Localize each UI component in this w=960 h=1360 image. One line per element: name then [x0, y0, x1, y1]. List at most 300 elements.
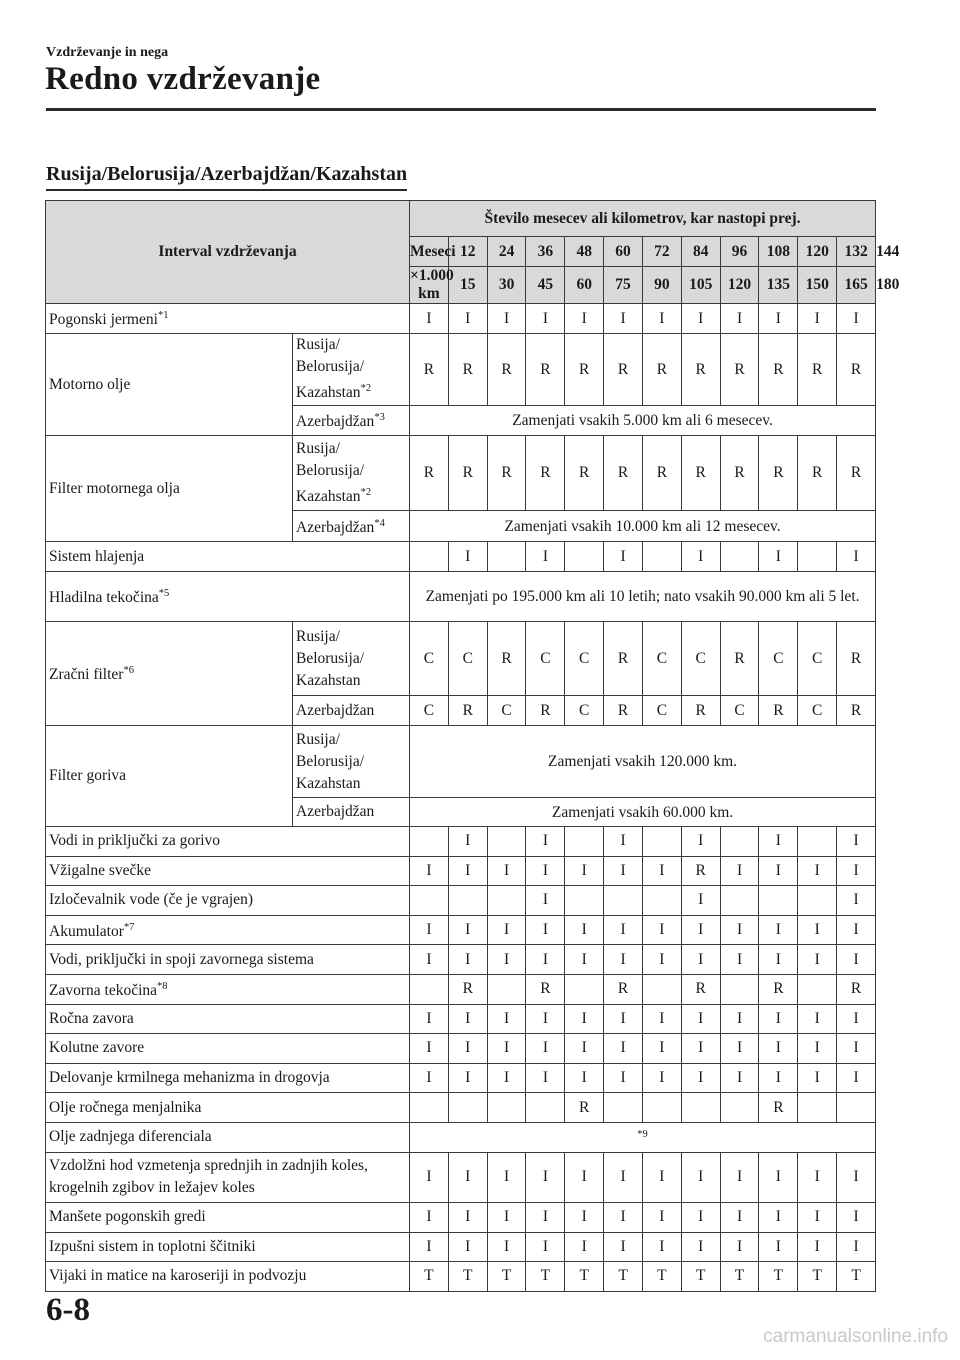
item-name	[46, 572, 410, 622]
value-cell	[681, 1232, 720, 1262]
value-cell	[759, 1202, 798, 1232]
value-cell	[604, 915, 643, 945]
value-cell-text: I	[736, 950, 743, 968]
table-row	[46, 622, 876, 696]
sub-item	[293, 798, 410, 827]
value-cell	[720, 304, 759, 334]
value-cell-text: I	[542, 1069, 548, 1087]
value-cell-text: T	[579, 1267, 589, 1285]
item-name-text: Filter motornega olja	[49, 479, 180, 497]
item-name-text: Vzdolžni hod vzmetenja sprednjih in zadnjih koles, krogelnih zgibov in ležajev koles	[49, 1157, 368, 1197]
value-cell-text: I	[814, 1069, 820, 1087]
value-cell-text: R	[773, 1098, 784, 1116]
value-cell	[448, 945, 487, 975]
table-row	[46, 827, 876, 857]
value-cell-text: T	[695, 1267, 706, 1285]
value-cell	[837, 1093, 876, 1123]
item-name-text: Sistem hlajenja	[49, 547, 145, 565]
header-km-label-text: ×1.000 km	[410, 267, 454, 302]
header-month-text: 60	[615, 242, 631, 260]
value-cell	[487, 696, 526, 726]
value-cell-text: I	[659, 1208, 665, 1226]
item-name-text: Vijaki in matice na karoseriji in podvozju	[49, 1267, 307, 1285]
item-name	[46, 726, 293, 827]
value-cell-text: R	[617, 649, 629, 667]
value-cell	[837, 886, 876, 916]
header-km-text: 90	[654, 276, 670, 293]
table-row	[46, 1262, 876, 1292]
value-cell	[681, 1093, 720, 1123]
value-cell-text: I	[581, 1168, 587, 1186]
value-cell-text: I	[465, 547, 471, 565]
value-cell-text: R	[734, 360, 745, 378]
value-cell-text: I	[853, 1039, 859, 1057]
value-cell-text: I	[620, 1168, 626, 1186]
item-name-text: Vžigalne svečke	[49, 861, 151, 879]
table-row	[46, 1152, 876, 1202]
value-cell	[604, 304, 643, 334]
value-cell-text: I	[853, 309, 859, 327]
value-cell	[798, 542, 837, 572]
value-cell	[837, 915, 876, 945]
value-cell	[642, 856, 681, 886]
merged-value	[410, 726, 876, 798]
value-cell	[759, 915, 798, 945]
value-cell	[837, 436, 876, 511]
page-title: Redno vzdrževanje	[45, 61, 321, 97]
table-row	[46, 915, 876, 945]
value-cell-text: I	[542, 547, 548, 565]
sub-item	[293, 696, 410, 726]
value-cell	[487, 1232, 526, 1262]
sub-item-text: Rusija/ Belorusija/ Kazahstan	[296, 336, 365, 402]
item-name	[46, 945, 410, 975]
value-cell-text: I	[736, 861, 743, 879]
value-cell	[604, 622, 643, 696]
value-cell-text: I	[581, 1069, 587, 1087]
value-cell-text: I	[853, 891, 859, 909]
value-cell-text: I	[775, 861, 781, 879]
value-cell	[410, 304, 449, 334]
value-cell-text: I	[620, 1237, 626, 1255]
header-number-label-text: Število mesecev ali kilometrov, kar nastopi prej.	[484, 209, 801, 227]
value-cell	[759, 696, 798, 726]
value-cell-text: I	[581, 950, 587, 968]
value-cell-text: I	[426, 309, 432, 327]
value-cell-text: I	[465, 1168, 471, 1186]
value-cell-text: C	[423, 649, 435, 667]
value-cell	[837, 1262, 876, 1292]
value-cell-text: T	[773, 1267, 784, 1285]
header-km	[720, 267, 759, 304]
header-month-text: 12	[459, 242, 476, 260]
item-name-text: Izpušni sistem in toplotni ščitniki	[49, 1237, 256, 1255]
value-cell	[565, 856, 604, 886]
value-cell-text: I	[775, 547, 781, 565]
page-number: 6-8	[46, 1292, 90, 1328]
value-cell	[410, 1262, 449, 1292]
value-cell-text: R	[423, 464, 435, 481]
value-cell	[526, 1202, 565, 1232]
value-cell	[487, 1202, 526, 1232]
value-cell	[798, 1232, 837, 1262]
sub-item-text: Azerbajdžan	[296, 701, 375, 719]
sub-item-text: Azerbajdžan	[296, 413, 375, 431]
header-km-text: 180	[876, 276, 900, 293]
value-cell-text: I	[814, 1237, 820, 1255]
value-cell	[604, 1202, 643, 1232]
value-cell	[759, 1004, 798, 1034]
value-cell	[759, 1232, 798, 1262]
table-row	[46, 945, 876, 975]
value-cell-text: R	[501, 360, 512, 378]
value-cell	[720, 1262, 759, 1292]
value-cell	[565, 974, 604, 1004]
value-cell-text: T	[424, 1267, 434, 1285]
value-cell-text: R	[734, 464, 745, 481]
value-cell-text: I	[698, 921, 704, 939]
value-cell	[487, 827, 526, 857]
value-cell-text: I	[659, 1009, 665, 1027]
value-cell	[642, 542, 681, 572]
value-cell	[681, 334, 720, 406]
value-cell	[410, 436, 449, 511]
item-name-text: Ročna zavora	[49, 1009, 134, 1027]
table-row	[46, 856, 876, 886]
value-cell	[410, 334, 449, 406]
header-month	[565, 237, 604, 267]
value-cell-text: I	[698, 891, 704, 909]
header-km-text: 120	[727, 276, 752, 293]
value-cell	[526, 436, 565, 511]
value-cell	[759, 827, 798, 857]
value-cell	[565, 1004, 604, 1034]
table-row	[46, 542, 876, 572]
value-cell	[487, 945, 526, 975]
value-cell	[798, 1152, 837, 1202]
value-cell	[642, 1202, 681, 1232]
merged-value	[410, 1122, 876, 1152]
value-cell-text: R	[462, 464, 473, 481]
value-cell-text: C	[501, 701, 512, 719]
value-cell-text: I	[581, 1009, 587, 1027]
value-cell-text: I	[814, 1168, 820, 1186]
value-cell	[798, 1093, 837, 1123]
value-cell	[798, 304, 837, 334]
footnote-ref: *5	[158, 588, 170, 600]
item-name-text: Filter goriva	[49, 767, 127, 784]
item-name	[46, 1004, 410, 1034]
value-cell	[604, 856, 643, 886]
value-cell	[487, 622, 526, 696]
header-km-text: 45	[537, 276, 554, 293]
value-cell	[720, 974, 759, 1004]
value-cell	[448, 1004, 487, 1034]
value-cell	[448, 856, 487, 886]
title-rule	[46, 108, 876, 111]
value-cell-text: I	[581, 861, 587, 879]
value-cell	[642, 915, 681, 945]
value-cell	[681, 1063, 720, 1093]
value-cell	[642, 436, 681, 511]
value-cell-text: I	[853, 1069, 859, 1087]
header-km-text: 60	[576, 276, 592, 293]
value-cell	[604, 542, 643, 572]
value-cell-text: R	[850, 701, 862, 719]
item-name	[46, 622, 293, 726]
value-cell	[837, 1202, 876, 1232]
value-cell-text: T	[618, 1267, 628, 1285]
sub-item-text: Azerbajdžan	[296, 803, 375, 820]
value-cell	[487, 436, 526, 511]
value-cell	[410, 1152, 449, 1202]
value-cell	[487, 304, 526, 334]
value-cell	[448, 974, 487, 1004]
value-cell-text: R	[501, 649, 512, 667]
value-cell	[720, 915, 759, 945]
value-cell	[410, 696, 449, 726]
footnote-ref: *8	[157, 981, 168, 993]
value-cell-text: I	[620, 1208, 626, 1226]
value-cell	[837, 827, 876, 857]
value-cell	[798, 886, 837, 916]
value-cell-text: R	[812, 360, 823, 378]
value-cell	[681, 1004, 720, 1034]
value-cell-text: I	[542, 832, 548, 850]
value-cell	[410, 1034, 449, 1064]
table-row	[46, 1063, 876, 1093]
value-cell	[681, 945, 720, 975]
value-cell	[642, 304, 681, 334]
item-name	[46, 1262, 410, 1292]
header-month	[681, 237, 720, 267]
value-cell-text: I	[465, 921, 471, 939]
header-month-text: 144	[876, 242, 900, 260]
value-cell	[720, 856, 759, 886]
value-cell-text: I	[853, 950, 859, 968]
value-cell	[410, 856, 449, 886]
header-km	[759, 267, 798, 304]
value-cell	[565, 915, 604, 945]
item-name	[46, 1093, 410, 1123]
value-cell	[837, 622, 876, 696]
value-cell	[487, 1034, 526, 1064]
value-cell	[410, 1202, 449, 1232]
value-cell	[565, 945, 604, 975]
header-month-text: 36	[537, 242, 554, 260]
value-cell	[642, 622, 681, 696]
value-cell-text: R	[695, 980, 706, 998]
value-cell-text: T	[540, 1267, 551, 1285]
value-cell-text: I	[775, 921, 781, 939]
table-row	[46, 1202, 876, 1232]
value-cell	[448, 304, 487, 334]
value-cell-text: I	[620, 861, 626, 879]
value-cell-text: R	[773, 701, 784, 719]
value-cell	[681, 1202, 720, 1232]
value-cell	[526, 1152, 565, 1202]
value-cell-text: I	[736, 921, 743, 939]
value-cell-text: I	[814, 921, 820, 939]
header-month-text: 132	[844, 242, 868, 260]
value-cell-text: I	[698, 309, 704, 327]
value-cell	[410, 915, 449, 945]
value-cell-text: I	[775, 1168, 781, 1186]
value-cell	[604, 945, 643, 975]
value-cell-text: I	[581, 1237, 587, 1255]
value-cell	[798, 915, 837, 945]
merged-value	[410, 798, 876, 827]
value-cell	[720, 886, 759, 916]
value-cell-text: I	[581, 1039, 587, 1057]
value-cell	[759, 304, 798, 334]
item-name	[46, 1063, 410, 1093]
value-cell	[604, 1063, 643, 1093]
value-cell-text: I	[736, 309, 743, 327]
value-cell	[759, 542, 798, 572]
value-cell	[604, 696, 643, 726]
value-cell-text: I	[465, 1208, 471, 1226]
value-cell	[604, 1152, 643, 1202]
table-row	[46, 1232, 876, 1262]
item-name-text: Motorno olje	[49, 375, 131, 393]
item-name	[46, 1202, 410, 1232]
value-cell	[604, 1004, 643, 1034]
value-cell	[448, 1034, 487, 1064]
value-cell-text: I	[503, 1237, 510, 1255]
value-cell	[565, 1063, 604, 1093]
value-cell-text: I	[426, 1237, 432, 1255]
value-cell-text: T	[851, 1267, 861, 1285]
value-cell-text: R	[540, 980, 551, 998]
value-cell-text: I	[775, 1237, 781, 1255]
value-cell	[604, 1232, 643, 1262]
header-km	[565, 267, 604, 304]
value-cell	[759, 436, 798, 511]
value-cell-text: I	[503, 1009, 510, 1027]
value-cell	[604, 436, 643, 511]
item-name-text: Kolutne zavore	[49, 1039, 145, 1057]
item-name	[46, 1034, 410, 1064]
value-cell-text: I	[620, 832, 626, 850]
value-cell	[410, 1004, 449, 1034]
value-cell	[720, 1034, 759, 1064]
value-cell	[604, 1093, 643, 1123]
value-cell-text: I	[542, 1009, 548, 1027]
header-interval-text: Interval vzdrževanja	[158, 243, 297, 260]
merged-value-text: Zamenjati po 195.000 km ali 10 letih; nato vsakih 90.000 km ali 5 let.	[425, 588, 860, 605]
value-cell	[565, 1232, 604, 1262]
value-cell-text: I	[503, 1039, 510, 1057]
value-cell	[565, 1202, 604, 1232]
value-cell	[565, 1152, 604, 1202]
header-km-text: 75	[615, 276, 631, 293]
item-name-text: Pogonski jermeni	[49, 311, 158, 329]
value-cell	[410, 827, 449, 857]
header-month	[837, 237, 876, 267]
value-cell-text: R	[656, 464, 668, 481]
value-cell-text: I	[659, 861, 665, 879]
value-cell	[798, 1063, 837, 1093]
value-cell	[720, 1004, 759, 1034]
value-cell-text: I	[736, 1069, 743, 1087]
value-cell	[448, 1152, 487, 1202]
value-cell	[448, 696, 487, 726]
value-cell-text: I	[581, 1208, 587, 1226]
value-cell	[720, 1232, 759, 1262]
footnote-ref: *9	[637, 1128, 648, 1140]
header-number-label	[410, 201, 876, 237]
value-cell	[604, 334, 643, 406]
header-month-text: 48	[576, 242, 592, 260]
value-cell	[837, 856, 876, 886]
value-cell-text: C	[812, 649, 823, 667]
value-cell	[410, 945, 449, 975]
value-cell	[798, 827, 837, 857]
value-cell	[642, 1152, 681, 1202]
value-cell-text: I	[736, 1009, 743, 1027]
value-cell-text: I	[736, 1039, 743, 1057]
header-month	[759, 237, 798, 267]
value-cell-text: I	[775, 309, 781, 327]
value-cell-text: I	[465, 1237, 471, 1255]
value-cell-text: R	[695, 861, 706, 879]
footnote-ref: *4	[374, 517, 385, 529]
item-name-text: Zračni filter	[49, 666, 124, 684]
value-cell-text: I	[736, 1237, 743, 1255]
value-cell-text: R	[617, 701, 629, 719]
sub-item	[293, 406, 410, 436]
value-cell-text: I	[814, 1009, 820, 1027]
item-name-text: Delovanje krmilnega mehanizma in drogovja	[49, 1069, 330, 1087]
value-cell-text: I	[698, 547, 704, 565]
value-cell-text: I	[853, 1168, 859, 1186]
value-cell-text: I	[620, 309, 626, 327]
value-cell	[487, 915, 526, 945]
header-month-text: 72	[654, 242, 670, 260]
value-cell-text: I	[503, 921, 510, 939]
value-cell	[526, 974, 565, 1004]
value-cell	[642, 1034, 681, 1064]
value-cell	[642, 945, 681, 975]
value-cell	[837, 542, 876, 572]
value-cell-text: C	[579, 701, 590, 719]
value-cell-text: R	[540, 360, 551, 378]
value-cell	[526, 1232, 565, 1262]
sub-item	[293, 726, 410, 798]
table-row	[46, 1004, 876, 1034]
value-cell	[565, 827, 604, 857]
header-month	[526, 237, 565, 267]
value-cell	[448, 1093, 487, 1123]
value-cell-text: I	[814, 309, 820, 327]
item-name	[46, 1152, 410, 1202]
value-cell	[798, 1034, 837, 1064]
value-cell-text: R	[423, 360, 435, 378]
value-cell-text: I	[775, 1009, 781, 1027]
item-name-text: Manšete pogonskih gredi	[49, 1208, 206, 1226]
value-cell	[681, 856, 720, 886]
value-cell	[448, 827, 487, 857]
value-cell	[448, 915, 487, 945]
value-cell-text: I	[542, 309, 548, 327]
item-name	[46, 542, 410, 572]
value-cell	[604, 1262, 643, 1292]
value-cell-text: R	[540, 464, 551, 481]
value-cell	[759, 1262, 798, 1292]
value-cell	[837, 945, 876, 975]
value-cell	[720, 827, 759, 857]
